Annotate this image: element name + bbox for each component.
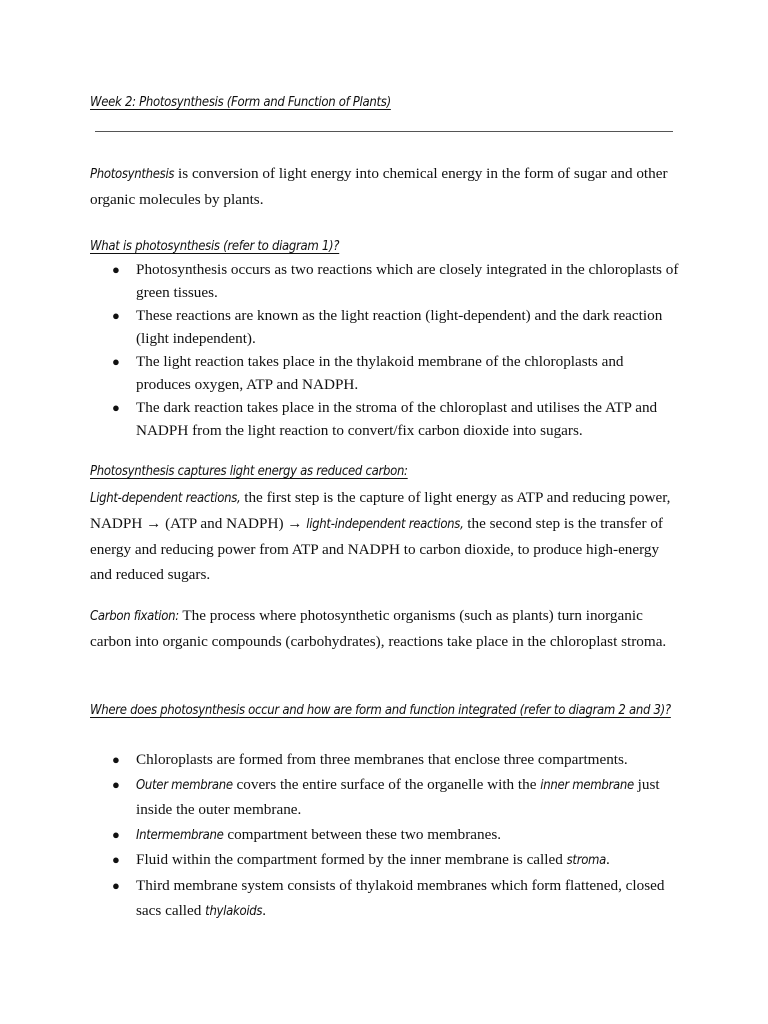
bullet-icon: ● xyxy=(112,354,120,369)
section1-list xyxy=(90,258,680,442)
list-item: ● Outer membrane covers the entire surface of the organelle with the inner membrane just inside the outer membrane. xyxy=(90,773,680,823)
list-item: ● Chloroplasts are formed from three membranes that enclose three compartments. xyxy=(90,748,680,773)
intro-term: Photosynthesis xyxy=(90,167,175,182)
intro-text: is conversion of light energy into chemical energy in the form of sugar and other organic molecules by plants. xyxy=(90,165,668,208)
list-item: ● The dark reaction takes place in the stroma of the chloroplast and utilises the ATP and NADPH from the light reaction to convert/fix carbon dioxide into sugars. xyxy=(90,396,680,442)
bullet-icon: ● xyxy=(112,852,120,868)
list-item: ● These reactions are known as the light reaction (light-dependent) and the dark reaction (light independent). xyxy=(90,304,680,350)
section2-heading: Photosynthesis captures light energy as reduced carbon: xyxy=(90,464,408,479)
bullet-icon: ● xyxy=(112,776,120,792)
intro-paragraph xyxy=(90,161,680,212)
section3-list xyxy=(90,748,680,924)
page-title: Week 2: Photosynthesis (Form and Function of Plants) xyxy=(90,95,391,110)
term-stroma: stroma xyxy=(566,853,607,869)
list-item: ● Fluid within the compartment formed by the inner membrane is called stroma. xyxy=(90,848,680,874)
bullet-icon: ● xyxy=(112,262,120,277)
bullet-icon: ● xyxy=(112,400,120,415)
section1-heading: What is photosynthesis (refer to diagram 1)? xyxy=(90,239,340,254)
list-item: ● Third membrane system consists of thylakoid membranes which form flattened, closed sacs called thylakoids. xyxy=(90,874,680,924)
term-outer-membrane: Outer membrane xyxy=(136,777,233,793)
term-light-dependent: Light-dependent reactions, xyxy=(90,491,241,506)
bullet-icon: ● xyxy=(112,308,120,323)
list-item: ● Photosynthesis occurs as two reactions which are closely integrated in the chloroplasts of green tissues. xyxy=(90,258,680,304)
title-divider xyxy=(95,131,673,132)
term-inner-membrane: inner membrane xyxy=(540,777,634,793)
term-intermembrane: Intermembrane xyxy=(136,827,224,843)
carbon-fixation-paragraph: Carbon fixation: The process where photosynthetic organisms (such as plants) turn inorganic carbon into organic compounds (carbohydrates), reactions take place in the chloroplast stroma. xyxy=(90,607,667,650)
term-light-independent: light-independent reactions, xyxy=(306,517,464,532)
section2-paragraph: Light-dependent reactions, the first step is the capture of light energy as ATP and reducing power, NADPH → (ATP and NADPH) → light-independent reactions, the second step is the transfer of energy and reducing power from ATP and NADPH to carbon dioxide, to produce high-energy and reduced sugars. xyxy=(90,489,671,583)
bullet-icon: ● xyxy=(112,877,120,893)
term-thylakoids: thylakoids xyxy=(205,903,263,919)
bullet-icon: ● xyxy=(112,826,120,842)
list-item: ● The light reaction takes place in the thylakoid membrane of the chloroplasts and produces oxygen, ATP and NADPH. xyxy=(90,350,680,396)
bullet-icon: ● xyxy=(112,752,120,767)
term-carbon-fixation: Carbon fixation: xyxy=(90,609,179,624)
list-item: ● Intermembrane compartment between these two membranes. xyxy=(90,823,680,849)
section3-heading: Where does photosynthesis occur and how are form and function integrated (refer to diagram 2 and 3)? xyxy=(90,703,671,718)
